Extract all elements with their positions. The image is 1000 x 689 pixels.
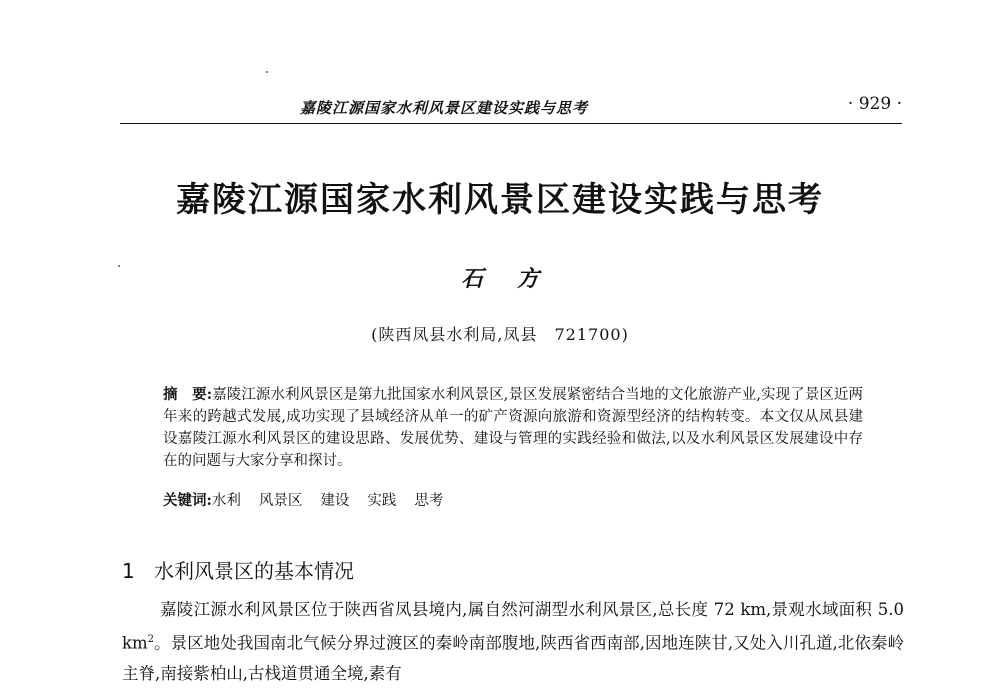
keyword: 实践 [367, 493, 397, 509]
keywords-label: 关键词: [163, 492, 212, 509]
article-title: 嘉陵江源国家水利风景区建设实践与思考 [176, 180, 824, 220]
header-rule [120, 123, 902, 124]
running-title: 嘉陵江源国家水利风景区建设实践与思考 [300, 99, 589, 117]
abstract [163, 384, 863, 472]
body-paragraph [122, 595, 904, 689]
section-number: 1 [122, 559, 135, 583]
abstract-text: 嘉陵江源水利风景区是第九批国家水利风景区,景区发展紧密结合当地的文化旅游产业,实现了景区近两年来的跨越式发展,成功实现了县域经济从单一的矿产资源向旅游和资源型经济的结构转变。本文仅从凤县建设嘉陵江源水利风景区的建设思路、发展优势、建设与管理的实践经验和做法,以及水利风景区发展建设中存在的问题与大家分享和探讨。 [163, 387, 863, 469]
body-text-part-1: 嘉陵江源水利风景区位于陕西省凤县境内,属自然河湖型水利风景区,总长度 72 km,景观水域面积 5.0 km [122, 600, 904, 653]
keywords [163, 490, 863, 512]
section-title: 水利风景区的基本情况 [154, 559, 354, 583]
affiliation: (陕西凤县水利局,凤县 721700) [371, 325, 629, 344]
author: 石 方 [461, 266, 539, 292]
keyword: 思考 [414, 493, 444, 509]
keyword: 建设 [320, 493, 350, 509]
superscript: 2 [147, 634, 155, 645]
section-heading [122, 555, 354, 584]
abstract-label: 摘 要: [163, 386, 213, 403]
body-text-part-2: 。景区地处我国南北气候分界过渡区的秦岭南部腹地,陕西省西南部,因地连陕甘,又处入川孔道,北依秦岭主脊,南接紫柏山,古栈道贯通全境,素有 [122, 633, 904, 683]
keyword: 水利 [211, 493, 241, 509]
page-number: · 929 · [847, 94, 902, 114]
scan-speck [266, 71, 268, 73]
keyword: 风景区 [258, 493, 303, 509]
